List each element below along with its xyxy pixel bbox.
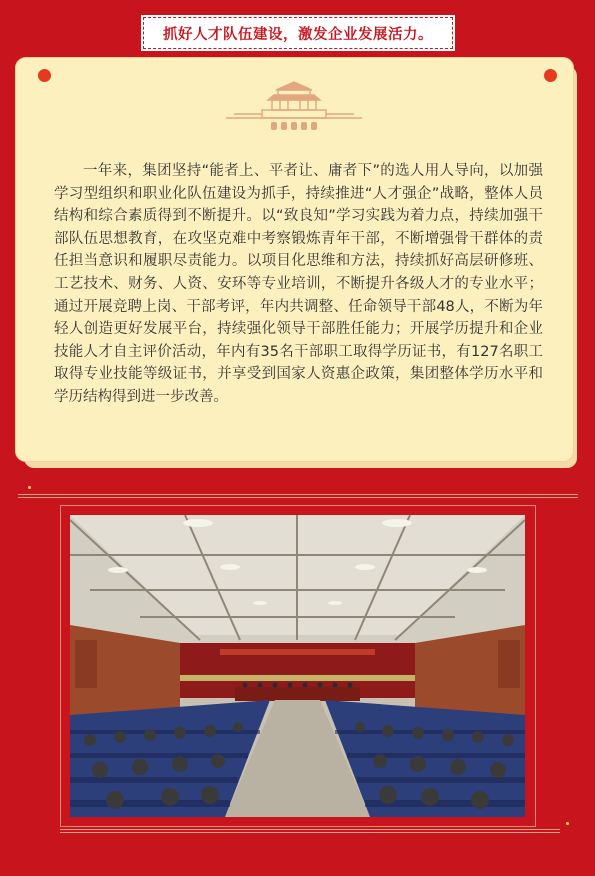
divider-line: [60, 832, 560, 833]
title-banner-text: 抓好人才队伍建设，激发企业发展活力。: [163, 26, 433, 43]
meeting-hall-illustration: [70, 515, 525, 817]
divider-line: [18, 497, 578, 498]
circle-dot-icon: [544, 69, 557, 82]
tiananmen-gate-icon: [224, 78, 364, 132]
sparkle-icon: [566, 822, 569, 825]
circle-dot-icon: [38, 69, 51, 82]
sparkle-icon: [28, 486, 31, 489]
divider-line: [60, 829, 560, 830]
article-paragraph: 一年来，集团坚持“能者上、平者让、庸者下”的选人用人导向，以加强学习型组织和职业化队伍建设为抓手，持续推进“人才强企”战略，整体人员结构和综合素质得到不断提升。以“致良知”学习实践为着力点，持续加强干部队伍思想教育，在攻坚克难中考察锻炼青年干部，不断增强骨干群体的责任担当意识和履职尽责能力。以项目化思维和方法，持续抓好高层研修班、工艺技术、财务、人资、安环等专业培训，不断提升各级人才的专业水平；通过开展竞聘上岗、干部考评，年内共调整、任命领导干部48人，不断为年轻人创造更好发展平台，持续强化领导干部胜任能力；开展学历提升和企业技能人才自主评价活动，年内有35名干部职工取得学历证书，有127名职工取得专业技能等级证书，并享受到国家人资惠企政策，集团整体学历水平和学历结构得到进一步改善。: [54, 163, 543, 405]
title-banner: [143, 17, 453, 49]
conference-hall-photo: [70, 515, 525, 817]
article-card: [16, 58, 573, 461]
divider-line: [18, 494, 578, 495]
